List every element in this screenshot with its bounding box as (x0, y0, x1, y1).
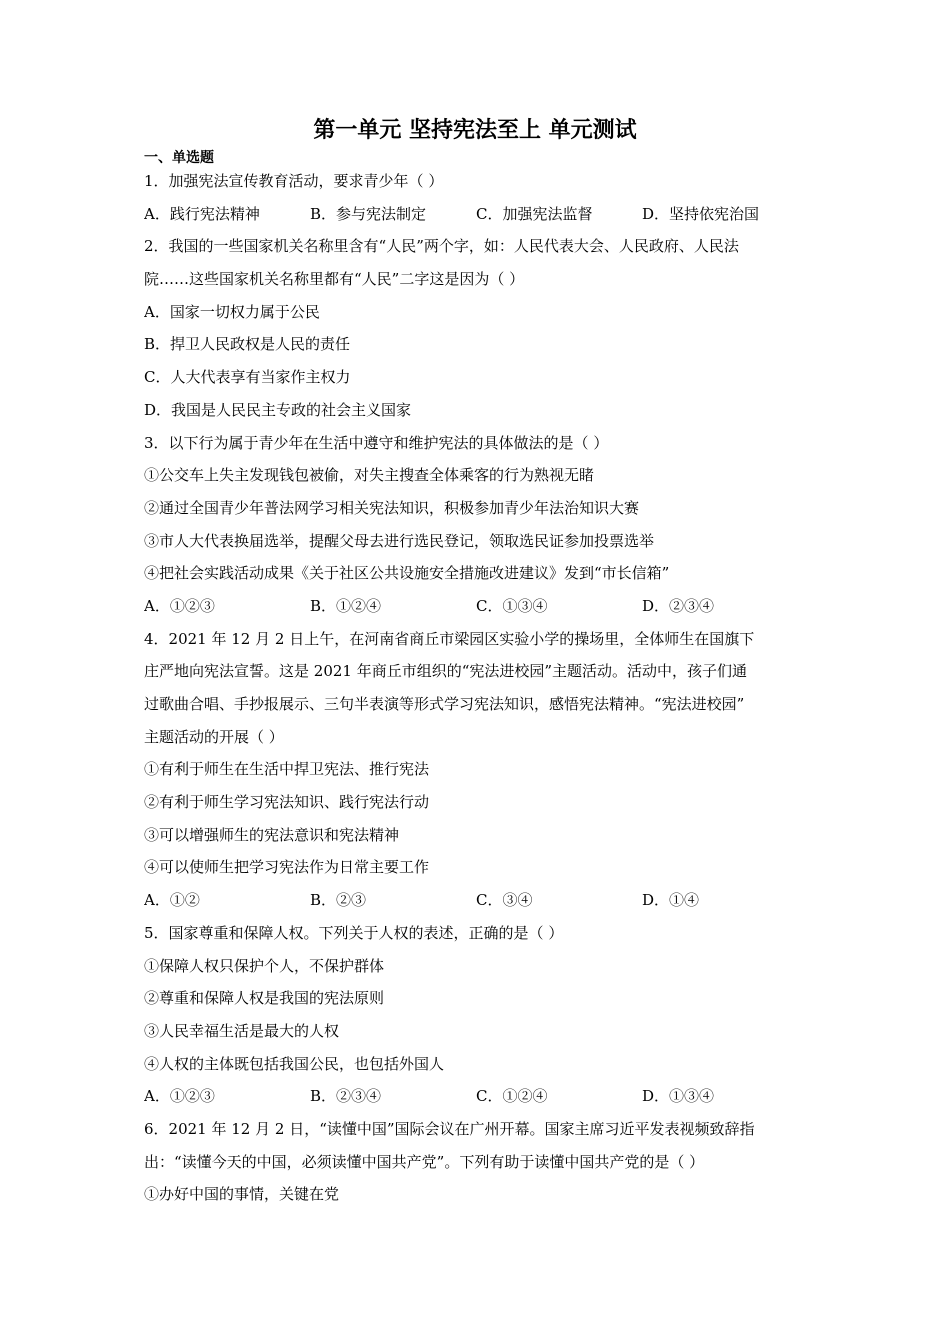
option-c: C．①③④ (476, 596, 548, 615)
question-2-stem-cont: 院……这些国家机关名称里都有“人民”二字这是因为（ ） (144, 270, 525, 289)
option-d: D．②③④ (642, 596, 715, 615)
question-6-stem-cont: 出：“读懂今天的中国，必须读懂中国共产党”。下列有助于读懂中国共产党的是（ ） (144, 1152, 705, 1171)
statement-item: ①有利于师生在生活中捍卫宪法、推行宪法 (144, 760, 430, 779)
question-4-stem-cont: 主题活动的开展（ ） (144, 727, 284, 746)
option-d: D．坚持依宪治国 (642, 204, 760, 223)
question-4-stem-cont: 过歌曲合唱、手抄报展示、三句半表演等形式学习宪法知识，感悟宪法精神。“宪法进校园” (144, 695, 745, 713)
option-d: D．①④ (642, 891, 700, 910)
question-2-stem: 2．我国的一些国家机关名称里含有“人民”两个字，如：人民代表大会、人民政府、人民法 (144, 237, 739, 256)
option-a: A．①② (144, 891, 200, 910)
statement-item: ③市人大代表换届选举，提醒父母去进行选民登记，领取选民证参加投票选举 (144, 531, 655, 550)
option-d: D．我国是人民民主专政的社会主义国家 (144, 400, 412, 419)
option-b: B．捍卫人民政权是人民的责任 (144, 335, 351, 354)
option-b: B．参与宪法制定 (310, 204, 427, 223)
question-6-stem: 6．2021 年 12 月 2 日，“读懂中国”国际会议在广州开幕。国家主席习近平发表视频致辞指 (144, 1119, 755, 1138)
question-1-options (144, 198, 809, 231)
option-c: C．①②④ (476, 1087, 548, 1106)
statement-item: ②有利于师生学习宪法知识、践行宪法行动 (144, 793, 430, 812)
statement-item: ③可以增强师生的宪法意识和宪法精神 (144, 825, 400, 844)
option-a: A．践行宪法精神 (144, 204, 260, 223)
statement-item: ①公交车上失主发现钱包被偷，对失主搜查全体乘客的行为熟视无睹 (144, 466, 595, 485)
question-3-options (144, 590, 809, 623)
question-4-stem-cont: 庄严地向宪法宣誓。这是 2021 年商丘市组织的“宪法进校园”主题活动。活动中，孩子们通 (144, 662, 748, 681)
statement-item: ③人民幸福生活是最大的人权 (144, 1021, 340, 1040)
question-4-stem: 4．2021 年 12 月 2 日上午，在河南省商丘市梁园区实验小学的操场里，全体师生在国旗下 (144, 629, 755, 648)
option-b: B．②③④ (310, 1087, 382, 1106)
option-a: A．①②③ (144, 1087, 215, 1106)
page-title: 第一单元 坚持宪法至上 单元测试 (313, 118, 637, 143)
question-3-stem: 3．以下行为属于青少年在生活中遵守和维护宪法的具体做法的是（ ） (144, 433, 609, 452)
option-c: C．人大代表享有当家作主权力 (144, 368, 351, 387)
statement-item: ④把社会实践活动成果《关于社区公共设施安全措施改进建议》发到“市长信箱” (144, 564, 670, 583)
option-a: A．①②③ (144, 596, 215, 615)
question-1-stem: 1．加强宪法宣传教育活动，要求青少年（ ） (144, 172, 444, 190)
statement-item: ②通过全国青少年普法网学习相关宪法知识，积极参加青少年法治知识大赛 (144, 498, 640, 517)
option-c: C．③④ (476, 891, 533, 910)
option-b: B．①②④ (310, 596, 382, 615)
question-5-stem: 5．国家尊重和保障人权。下列关于人权的表述，正确的是（ ） (144, 923, 564, 942)
section-heading: 一、单选题 (144, 150, 214, 166)
question-4-options (144, 884, 809, 917)
option-d: D．①③④ (642, 1087, 715, 1106)
question-5-options (144, 1080, 809, 1113)
statement-item: ④可以使师生把学习宪法作为日常主要工作 (144, 858, 430, 877)
statement-item: ④人权的主体既包括我国公民，也包括外国人 (144, 1054, 445, 1073)
statement-item: ①保障人权只保护个人，不保护群体 (144, 956, 385, 975)
question-list (144, 165, 809, 1211)
statement-item: ①办好中国的事情，关键在党 (144, 1185, 340, 1204)
option-c: C．加强宪法监督 (476, 204, 593, 223)
option-a: A．国家一切权力属于公民 (144, 302, 320, 321)
option-b: B．②③ (310, 891, 367, 910)
statement-item: ②尊重和保障人权是我国的宪法原则 (144, 989, 385, 1008)
